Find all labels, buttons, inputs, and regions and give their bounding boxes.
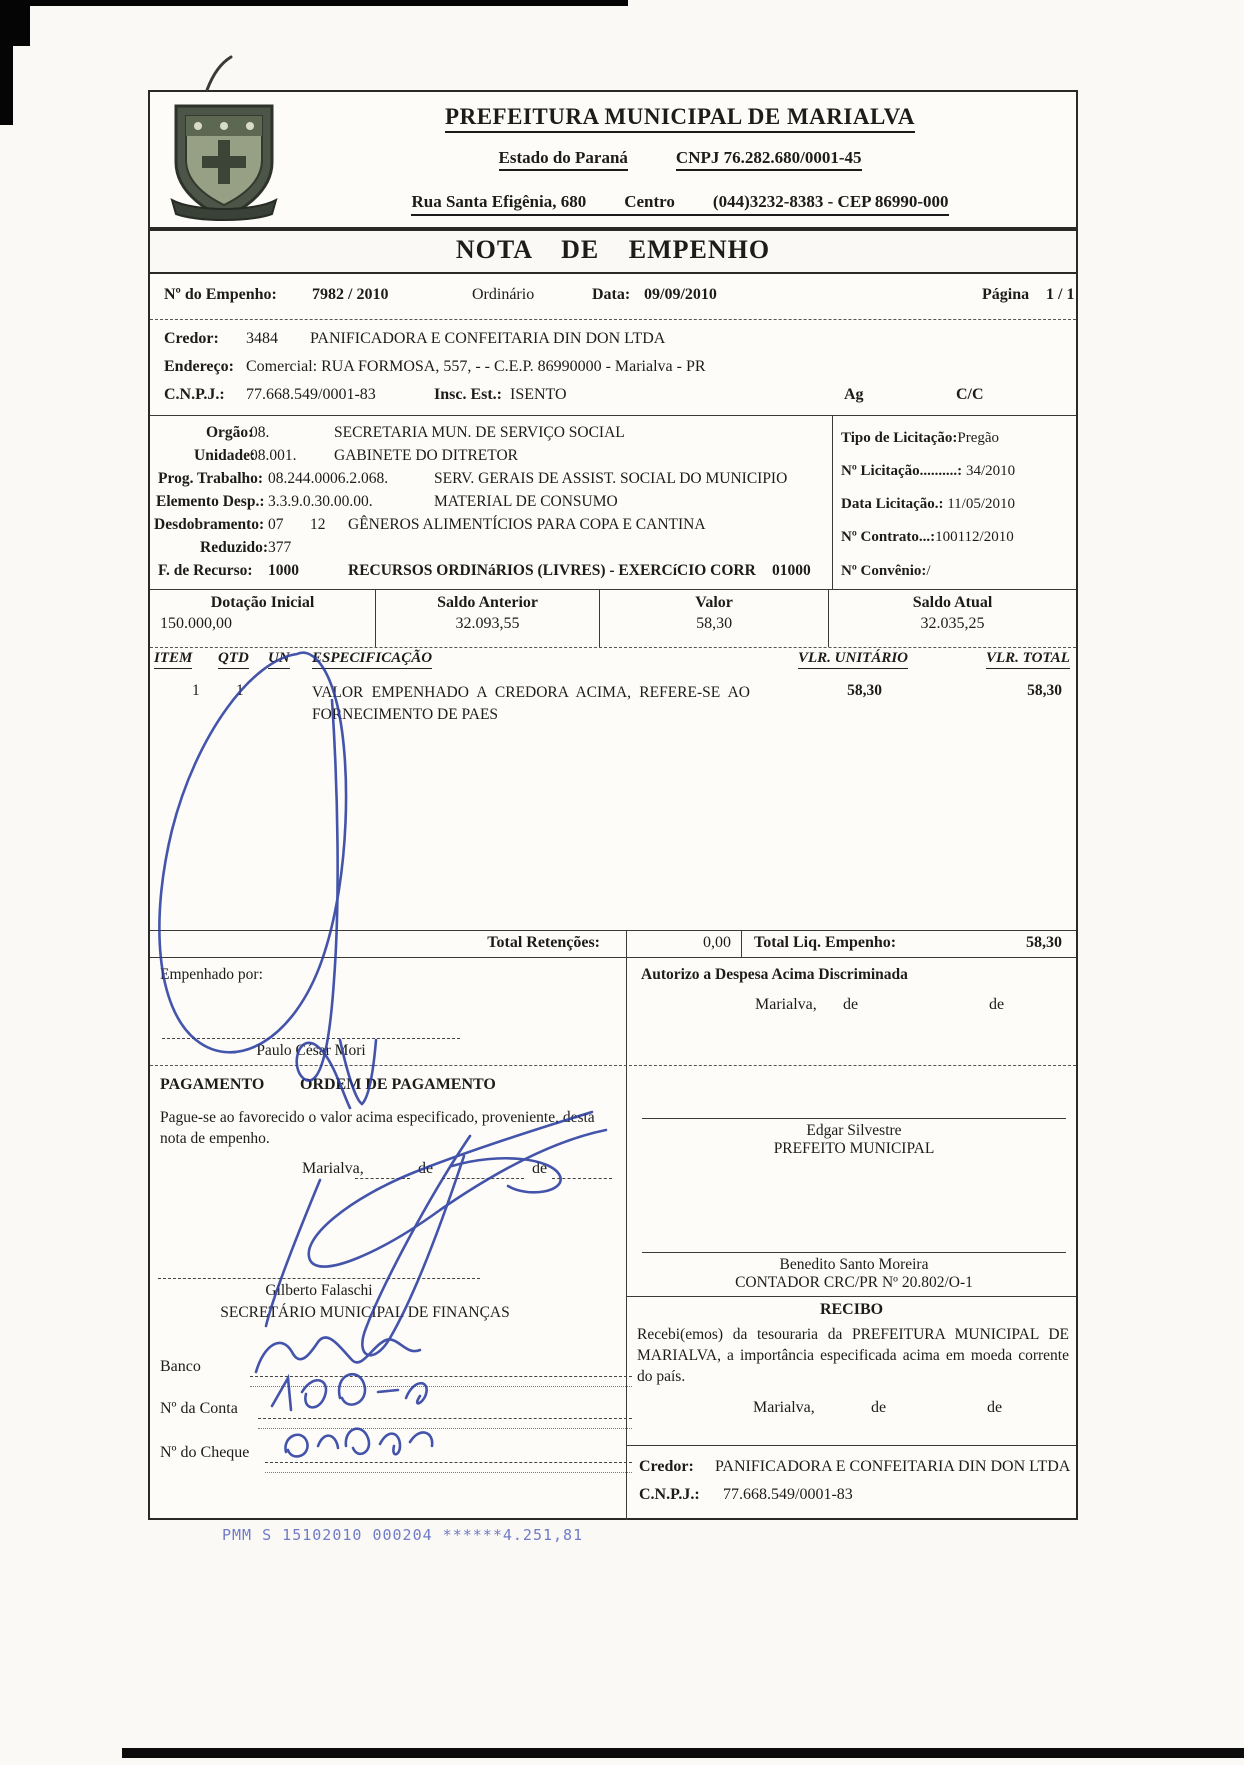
saldo-atual-cell bbox=[829, 590, 1076, 647]
unidade-code: 08.001. bbox=[250, 447, 297, 464]
liquido-value: 58,30 bbox=[1026, 934, 1062, 951]
scan-artifact-bottom bbox=[122, 1748, 1244, 1758]
creditor-line bbox=[150, 330, 1076, 352]
recibo-text: Recebi(emos) da tesouraria da PREFEITURA MUNICIPAL DE MARIALVA, a importância especificada acima em moeda corrente do país. bbox=[637, 1326, 1069, 1385]
reduzido-value: 377 bbox=[268, 539, 292, 556]
prefeito-role: PREFEITO MUNICIPAL bbox=[773, 1140, 935, 1157]
banco-line bbox=[250, 1376, 632, 1377]
contador-role: CONTADOR CRC/PR Nº 20.802/O-1 bbox=[735, 1274, 973, 1291]
licitacao-tipo-label: Tipo de Licitação: bbox=[841, 430, 958, 446]
licitacao-data-value: 11/05/2010 bbox=[943, 496, 1016, 512]
recibo-city: Marialva, bbox=[753, 1399, 815, 1416]
state-label: Estado do Paraná bbox=[499, 148, 628, 171]
desdobramento-desc: GÊNEROS ALIMENTÍCIOS PARA COPA E CANTINA bbox=[348, 516, 706, 533]
item-unit-value: 58,30 bbox=[847, 682, 882, 699]
unidade-line bbox=[150, 447, 832, 469]
recibo-creditor-label: Credor: bbox=[639, 1458, 694, 1475]
desdobramento-code: 07 bbox=[268, 516, 284, 533]
liquido-label: Total Liq. Empenho: bbox=[754, 934, 897, 951]
empenhado-cell bbox=[150, 958, 627, 1065]
creditor-code: 3484 bbox=[246, 330, 278, 347]
valor-cell bbox=[600, 590, 829, 647]
licitacao-tipo-value: Pregão bbox=[957, 430, 1000, 446]
empenho-number-label: Nº do Empenho: bbox=[164, 286, 277, 303]
form-body bbox=[148, 274, 1078, 1520]
licitacao-data-line bbox=[841, 496, 1075, 513]
pagamento-date-line-1 bbox=[355, 1178, 410, 1179]
creditor-name: PANIFICADORA E CONFEITARIA DIN DON LTDA bbox=[310, 330, 666, 347]
vlr-unit-col-header: VLR. UNITÁRIO bbox=[798, 650, 908, 669]
recibo-cnpj-value: 77.668.549/0001-83 bbox=[723, 1486, 853, 1503]
convenio-label: Nº Convênio: bbox=[841, 563, 927, 579]
header-state-cnpj bbox=[290, 148, 1070, 171]
qtd-col-header: QTD bbox=[218, 650, 249, 669]
licitacao-num-line bbox=[841, 463, 1075, 480]
agency-label: Ag bbox=[844, 386, 864, 403]
autorizo-label: Autorizo a Despesa Acima Discriminada bbox=[641, 966, 908, 983]
dotacao-inicial-cell bbox=[150, 590, 376, 647]
state-reg-label: Insc. Est.: bbox=[434, 386, 503, 403]
header-address-group bbox=[411, 192, 948, 216]
contrato-label: Nº Contrato...: bbox=[841, 529, 936, 545]
recibo-title: RECIBO bbox=[819, 1301, 884, 1318]
payment-and-receipt-area bbox=[150, 1066, 1076, 1520]
empenho-date-label: Data: bbox=[592, 286, 631, 303]
phone-cep: (044)3232-8383 - CEP 86990-000 bbox=[712, 192, 949, 211]
empenho-date-value: 09/09/2010 bbox=[644, 286, 717, 303]
orgao-desc: SECRETARIA MUN. DE SERVIÇO SOCIAL bbox=[334, 424, 625, 441]
licitacao-num-label: Nº Licitação..........: bbox=[841, 463, 963, 479]
municipality-title-text: PREFEITURA MUNICIPAL DE MARIALVA bbox=[445, 104, 915, 133]
autorizo-city: Marialva, bbox=[755, 996, 817, 1013]
cnpj-label: CNPJ 76.282.680/0001-45 bbox=[676, 148, 862, 171]
desdobramento-line bbox=[150, 516, 832, 538]
item-description: VALOR EMPENHADO A CREDORA ACIMA, REFERE-SE AO FORNECIMENTO DE PAES bbox=[312, 684, 750, 724]
secretario-role: SECRETÁRIO MUNICIPAL DE FINANÇAS bbox=[220, 1304, 510, 1321]
prog-desc: SERV. GERAIS DE ASSIST. SOCIAL DO MUNICIPIO bbox=[434, 470, 788, 487]
secretario-signature-line bbox=[158, 1278, 480, 1279]
banco-line-2 bbox=[250, 1386, 632, 1387]
convenio-line bbox=[841, 563, 1075, 580]
autorizo-de1: de bbox=[843, 996, 859, 1013]
conta-line-2 bbox=[258, 1428, 632, 1429]
item-col-header: ITEM bbox=[154, 650, 192, 669]
licitacao-num-value: 34/2010 bbox=[962, 463, 1016, 479]
vlr-total-col-header: VLR. TOTAL bbox=[986, 650, 1070, 669]
pagamento-date-line-2 bbox=[442, 1178, 524, 1179]
items-table-body bbox=[150, 674, 1076, 930]
contador-signature-line bbox=[642, 1252, 1066, 1253]
signature-row bbox=[150, 958, 1076, 1066]
prog-code: 08.244.0006.2.068. bbox=[268, 470, 389, 487]
licitacao-data-label: Data Licitação.: bbox=[841, 496, 944, 512]
empenhado-signer-name: Paulo César Mori bbox=[256, 1042, 366, 1059]
pagamento-text: Pague-se ao favorecido o valor acima especificado, proveniente, desta nota de empenho. bbox=[160, 1109, 595, 1147]
prog-trabalho-line bbox=[150, 470, 832, 492]
recurso-code: 1000 bbox=[268, 562, 299, 579]
creditor-address-line bbox=[150, 358, 1076, 380]
scan-artifact-top bbox=[0, 0, 628, 6]
recibo-box bbox=[627, 1296, 1076, 1520]
recurso-num: 01000 bbox=[772, 562, 811, 579]
orgao-code: 08. bbox=[250, 424, 270, 441]
address-value: Comercial: RUA FORMOSA, 557, - - C.E.P. 86990000 - Marialva - PR bbox=[246, 358, 706, 375]
empenho-number-row bbox=[150, 274, 1076, 320]
recurso-desc: RECURSOS ORDINáRIOS (LIVRES) - EXERCíCIO CORR bbox=[348, 562, 756, 579]
empenho-number-value: 7982 / 2010 bbox=[312, 286, 389, 303]
pagamento-date-line-3 bbox=[552, 1178, 612, 1179]
desdobramento-label: Desdobramento: bbox=[154, 516, 265, 533]
banco-label: Banco bbox=[160, 1358, 201, 1375]
elemento-desc: MATERIAL DE CONSUMO bbox=[434, 493, 618, 510]
street-address: Rua Santa Efigênia, 680 bbox=[411, 192, 587, 211]
reduzido-label: Reduzido: bbox=[200, 539, 269, 556]
recibo-de1: de bbox=[871, 1399, 887, 1416]
recurso-line bbox=[150, 562, 832, 584]
convenio-value: / bbox=[926, 563, 931, 579]
conta-label: Nº da Conta bbox=[160, 1400, 238, 1417]
scan-artifact-left bbox=[0, 0, 13, 125]
prefeito-signature-line bbox=[642, 1118, 1066, 1119]
elemento-label: Elemento Desp.: bbox=[156, 493, 265, 510]
pagamento-section bbox=[150, 1066, 627, 1520]
item-qty: 1 bbox=[236, 682, 244, 699]
espec-col-header: ESPECIFICAÇÃO bbox=[312, 650, 432, 669]
cnpj-value: 77.668.549/0001-83 bbox=[246, 386, 376, 403]
state-reg-value: ISENTO bbox=[510, 386, 567, 403]
liquido-cell bbox=[742, 931, 1076, 957]
recurso-label: F. de Recurso: bbox=[158, 562, 253, 579]
empenho-type: Ordinário bbox=[472, 286, 535, 303]
page-number-value: 1 / 1 bbox=[1046, 286, 1075, 303]
pagamento-city: Marialva, bbox=[302, 1160, 364, 1177]
reduzido-line bbox=[150, 539, 832, 561]
conta-line bbox=[258, 1418, 632, 1419]
authorities-section bbox=[627, 1066, 1076, 1520]
unidade-desc: GABINETE DO DITRETOR bbox=[334, 447, 518, 464]
ink-pen-check-mark bbox=[207, 57, 231, 90]
autorizo-de2: de bbox=[989, 996, 1005, 1013]
contador-name: Benedito Santo Moreira bbox=[779, 1256, 929, 1273]
saldo-atual-header: Saldo Atual bbox=[912, 594, 993, 611]
creditor-cnpj-line bbox=[150, 386, 1076, 408]
address-label: Endereço: bbox=[164, 358, 234, 375]
header-address-row bbox=[290, 192, 1070, 216]
contrato-line bbox=[841, 529, 1075, 546]
prog-label: Prog. Trabalho: bbox=[158, 470, 264, 487]
empenhado-label: Empenhado por: bbox=[160, 966, 263, 983]
pagamento-de2: de bbox=[532, 1160, 548, 1177]
items-table-header bbox=[150, 648, 1076, 674]
item-total-value: 58,30 bbox=[1027, 682, 1062, 699]
cnpj-label: C.N.P.J.: bbox=[164, 386, 225, 403]
page-number-label: Página bbox=[982, 286, 1030, 303]
saldo-anterior-cell bbox=[376, 590, 600, 647]
orgao-line bbox=[150, 424, 832, 446]
creditor-box bbox=[150, 320, 1076, 416]
form-header bbox=[148, 90, 1078, 229]
saldo-anterior-value: 32.093,55 bbox=[455, 615, 520, 632]
saldo-anterior-header: Saldo Anterior bbox=[437, 594, 538, 611]
prefeito-name: Edgar Silvestre bbox=[806, 1122, 902, 1139]
totals-row bbox=[150, 930, 1076, 958]
dot-matrix-stamp: PMM S 15102010 000204 ******4.251,81 bbox=[222, 1526, 584, 1544]
contrato-value: 100112/2010 bbox=[935, 529, 1014, 545]
desdobramento-code2: 12 bbox=[310, 516, 326, 533]
retencoes-label: Total Retenções: bbox=[150, 931, 627, 957]
un-col-header: UN bbox=[268, 650, 290, 669]
ordem-pagamento-title: ORDEM DE PAGAMENTO bbox=[300, 1076, 496, 1093]
valor-value: 58,30 bbox=[696, 615, 733, 632]
saldo-atual-value: 32.035,25 bbox=[920, 615, 985, 632]
document-title-box bbox=[148, 229, 1078, 274]
autorizo-cell bbox=[627, 958, 1076, 1065]
municipal-coat-of-arms bbox=[164, 100, 284, 222]
item-number: 1 bbox=[192, 682, 200, 699]
creditor-label: Credor: bbox=[164, 330, 219, 347]
orgao-label: Orgão: bbox=[206, 424, 254, 441]
cheque-line bbox=[265, 1462, 632, 1463]
pagamento-de1: de bbox=[418, 1160, 434, 1177]
unidade-label: Unidade: bbox=[194, 447, 256, 464]
document-title: NOTA DE EMPENHO bbox=[455, 235, 771, 264]
dotacao-inicial-header: Dotação Inicial bbox=[210, 594, 315, 611]
valor-header: Valor bbox=[695, 594, 733, 611]
budget-balance-table bbox=[150, 590, 1076, 648]
retencoes-value: 0,00 bbox=[627, 931, 742, 957]
budget-classification-box bbox=[150, 416, 1076, 590]
licitacao-tipo-line bbox=[841, 430, 1075, 447]
licitacao-panel bbox=[832, 416, 1080, 589]
municipality-title bbox=[290, 104, 1070, 130]
secretario-name: Gilberto Falaschi bbox=[265, 1282, 373, 1299]
cheque-line-2 bbox=[265, 1472, 632, 1473]
recibo-creditor-box bbox=[627, 1445, 1076, 1520]
empenhado-signature-line bbox=[162, 1038, 460, 1039]
cheque-label: Nº do Cheque bbox=[160, 1444, 250, 1461]
recibo-de2: de bbox=[987, 1399, 1003, 1416]
pagamento-title: PAGAMENTO bbox=[160, 1076, 265, 1093]
dotacao-inicial-value: 150.000,00 bbox=[160, 615, 232, 632]
district-label: Centro bbox=[624, 192, 675, 211]
recibo-creditor-name: PANIFICADORA E CONFEITARIA DIN DON LTDA bbox=[715, 1458, 1071, 1475]
recibo-cnpj-label: C.N.P.J.: bbox=[639, 1486, 700, 1503]
classification-left bbox=[150, 416, 832, 589]
elemento-line bbox=[150, 493, 832, 515]
account-label: C/C bbox=[956, 386, 984, 403]
elemento-code: 3.3.9.0.30.00.00. bbox=[268, 493, 373, 510]
